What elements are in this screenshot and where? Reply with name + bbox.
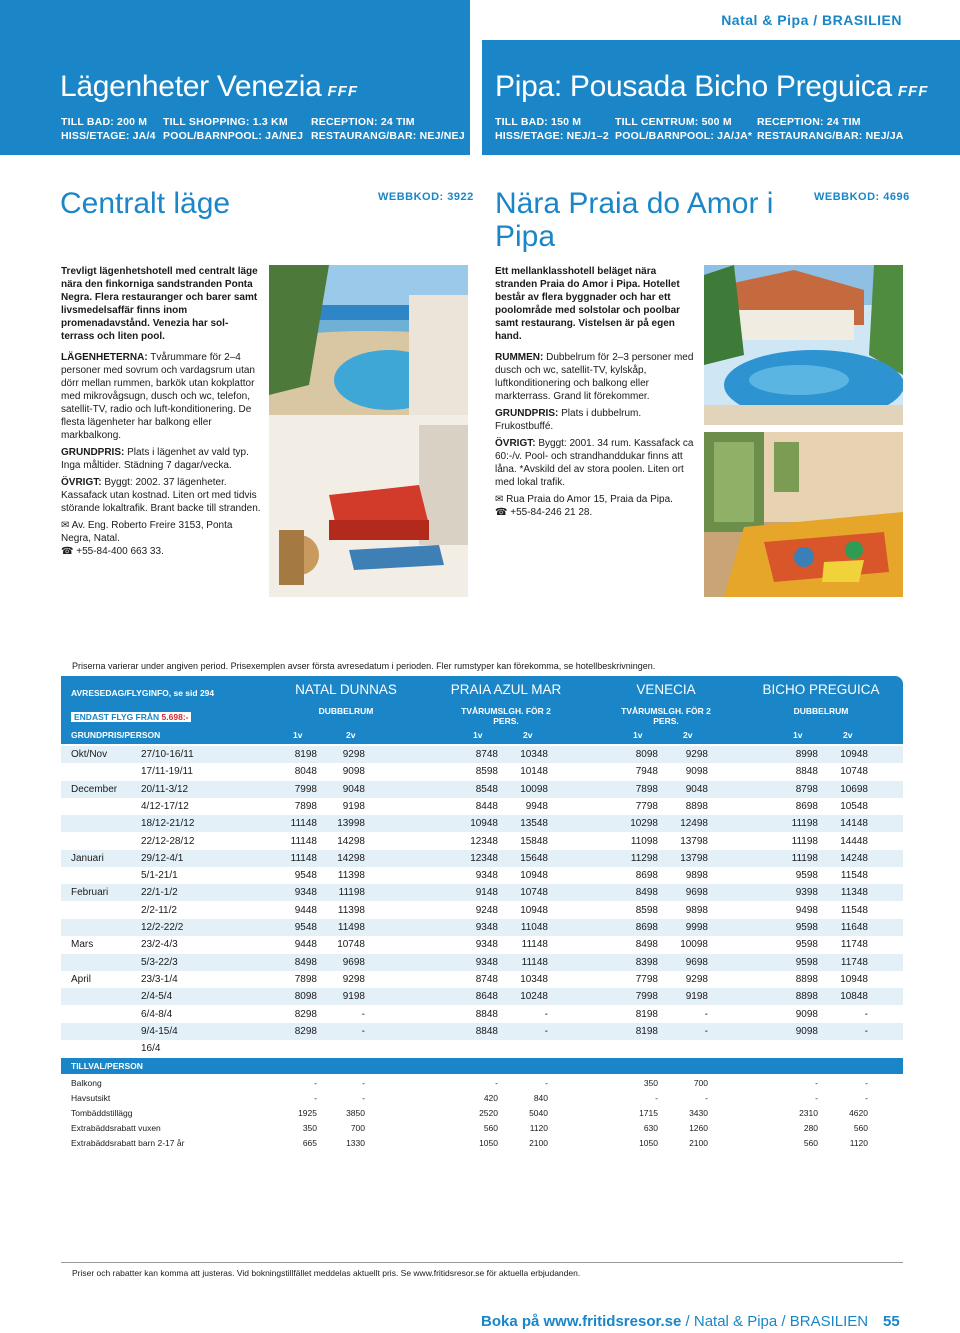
- description-bicho: [495, 265, 695, 519]
- grundpris-row: [61, 727, 903, 743]
- date-range: 5/1-21/1: [141, 870, 178, 882]
- price-cell: 7998: [294, 783, 317, 795]
- fact: POOL/BARNPOOL: JA/NEJ: [163, 130, 304, 142]
- date-range: 18/12-21/12: [141, 818, 195, 830]
- description-venezia: [61, 265, 261, 558]
- price-cell: -: [361, 1008, 365, 1020]
- rooms-text: RUMMEN: Dubbelrum för 2–3 personer med dusch och wc, satellit-TV, kylskåp, luftkonditionering och balkong eller markterrass. Grand lit förekommer.: [495, 352, 694, 402]
- price-cell: 9198: [342, 991, 365, 1003]
- date-range: 23/2-4/3: [141, 939, 178, 951]
- extra-label: Tombäddstillägg: [71, 1108, 133, 1118]
- table-row: [61, 746, 903, 763]
- webbkod-bicho: WEBBKOD: 4696: [814, 191, 910, 203]
- price-cell: 7898: [294, 800, 317, 812]
- extra-price-cell: 2100: [529, 1138, 548, 1148]
- price-cell: 9598: [795, 939, 818, 951]
- price-cell: 8398: [635, 956, 658, 968]
- price-cell: 9248: [475, 904, 498, 916]
- price-cell: 9298: [342, 749, 365, 760]
- rooms-text: LÄGENHETERNA: Tvårummare för 2–4 personer med sovrum och vardagsrum utan dörr mellan rummen, barkök utan kokplattor med mikrovågsugn, dusch och wc, telefon, satellit-TV, radio och luft-konditionering. De flesta lägenheter har balkong eller markbalkong.: [61, 352, 255, 441]
- price-cell: 7948: [635, 766, 658, 778]
- extra-label: Extrabäddsrabatt vuxen: [71, 1123, 161, 1133]
- price-cell: 8598: [475, 766, 498, 778]
- price-cell: -: [361, 1025, 365, 1037]
- room-type: TVÅRUMSLGH. FÖR 2 PERS.: [621, 706, 711, 726]
- price-cell: 9098: [342, 766, 365, 778]
- extra-price-cell: -: [865, 1078, 868, 1088]
- price-cell: 8198: [294, 749, 317, 760]
- extra-price-cell: -: [865, 1093, 868, 1103]
- occ-label: 2v: [843, 730, 853, 740]
- table-row: [61, 884, 903, 901]
- extra-price-cell: 560: [803, 1138, 818, 1148]
- date-range: 4/12-17/12: [141, 800, 189, 812]
- extra-price-cell: 1050: [639, 1138, 658, 1148]
- date-range: 12/2-22/2: [141, 922, 184, 933]
- extra-price-cell: 1120: [849, 1138, 868, 1148]
- price-cell: 11348: [840, 887, 868, 899]
- price-text: GRUNDPRIS: Plats i lägenhet av vald typ. Inga måltider. Städning 7 dagar/vecka.: [61, 447, 249, 471]
- extra-price-cell: -: [362, 1093, 365, 1103]
- price-cell: 9448: [294, 939, 317, 951]
- table-row: [61, 1006, 903, 1023]
- price-cell: 8698: [635, 870, 658, 882]
- price-cell: 8648: [475, 991, 498, 1003]
- room-type: DUBBELRUM: [793, 706, 849, 716]
- price-cell: 9048: [685, 783, 708, 795]
- phone-icon: ☎: [61, 546, 77, 557]
- price-cell: 7898: [635, 783, 658, 795]
- bicho-pool-photo: [704, 265, 903, 425]
- extra-price-cell: 1925: [298, 1108, 317, 1118]
- price-cell: 11198: [338, 887, 365, 899]
- table-row: [61, 815, 903, 832]
- month-label: Februari: [71, 887, 109, 899]
- price-cell: 11048: [520, 922, 548, 933]
- table-row: [61, 1040, 903, 1057]
- table-row: [61, 867, 903, 884]
- price-cell: 8198: [635, 1008, 658, 1020]
- hotel-col-venecia: VENECIA: [636, 682, 696, 697]
- price-cell: 10748: [840, 766, 868, 778]
- price-text: GRUNDPRIS: Plats i dubbelrum. Frukostbuffé.: [495, 408, 642, 432]
- venezia-photo: [269, 265, 468, 597]
- extra-price-cell: 280: [803, 1123, 818, 1133]
- fact: HISS/ETAGE: NEJ/1–2: [495, 130, 609, 142]
- price-cell: 10348: [520, 749, 548, 760]
- rating-badge: FFF: [897, 83, 929, 100]
- extra-price-cell: 665: [302, 1138, 317, 1148]
- price-cell: -: [704, 1008, 708, 1020]
- room-type: TVÅRUMSLGH. FÖR 2 PERS.: [461, 706, 551, 726]
- fact: TILL BAD: 150 M: [495, 116, 582, 128]
- price-cell: 10848: [840, 991, 868, 1003]
- price-cell: 8498: [635, 939, 658, 951]
- grundpris-label: GRUNDPRIS/PERSON: [71, 730, 161, 740]
- price-cell: 7798: [635, 973, 658, 985]
- bottom-note: Priser och rabatter kan komma att justeras. Vid bokningstillfället meddelas aktuellt pris. Se www.fritidsresor.se för aktuella erbjudanden.: [72, 1268, 581, 1278]
- fact: HISS/ETAGE: JA/4: [61, 130, 156, 142]
- price-cell: 14448: [840, 835, 868, 847]
- price-cell: 14298: [337, 852, 365, 864]
- price-cell: 11748: [840, 956, 868, 968]
- date-range: 22/1-1/2: [141, 887, 178, 899]
- price-cell: 8098: [635, 749, 658, 760]
- price-cell: 13548: [520, 818, 548, 830]
- price-cell: 9548: [294, 870, 317, 882]
- table-row: [61, 919, 903, 936]
- fact: TILL CENTRUM: 500 M: [615, 116, 732, 128]
- price-cell: 9398: [795, 887, 818, 899]
- date-range: 16/4: [141, 1043, 161, 1055]
- price-cell: 10948: [520, 870, 548, 882]
- price-cell: 9348: [475, 922, 498, 933]
- price-cell: 11398: [337, 904, 365, 916]
- date-range: 20/11-3/12: [141, 783, 189, 795]
- price-cell: 11148: [521, 939, 548, 951]
- price-cell: 8848: [795, 766, 818, 778]
- page-number: 55: [883, 1313, 900, 1330]
- rating-badge: FFF: [327, 83, 358, 100]
- price-cell: 10948: [840, 749, 868, 760]
- hotel-col-natal: NATAL DUNNAS: [295, 682, 397, 697]
- table-row: [61, 902, 903, 919]
- price-cell: 8498: [635, 887, 658, 899]
- price-cell: 11198: [791, 818, 818, 830]
- price-cell: 7998: [635, 991, 658, 1003]
- section-heading-venezia: Centralt läge: [60, 187, 231, 220]
- price-cell: 9198: [685, 991, 708, 1003]
- price-cell: -: [704, 1025, 708, 1037]
- table-row: [61, 781, 903, 798]
- price-cell: 11198: [791, 835, 818, 847]
- extra-price-cell: -: [495, 1078, 498, 1088]
- price-cell: 15848: [520, 835, 548, 847]
- address: ✉ Av. Eng. Roberto Freire 3153, Ponta Negra, Natal.: [61, 520, 233, 544]
- table-row: [61, 1023, 903, 1040]
- price-cell: -: [864, 1008, 868, 1020]
- address: ✉ Rua Praia do Amor 15, Praia da Pipa.: [495, 494, 673, 505]
- phone: ☎ +55-84-400 663 33.: [61, 546, 164, 557]
- webbkod-venezia: WEBBKOD: 3922: [378, 191, 474, 203]
- price-cell: 12348: [470, 835, 498, 847]
- hotel-col-praia: PRAIA AZUL MAR: [450, 682, 562, 697]
- date-range: 27/10-16/11: [141, 749, 194, 760]
- price-cell: 10098: [520, 783, 548, 795]
- table-row: [61, 833, 903, 850]
- date-range: 2/2-11/2: [141, 904, 177, 916]
- extra-price-cell: 560: [853, 1123, 868, 1133]
- breadcrumb: Natal & Pipa / BRASILIEN: [721, 12, 902, 28]
- avresedag-label: AVRESEDAG/FLYGINFO, se sid 294: [71, 688, 215, 698]
- occ-label: 2v: [346, 730, 356, 740]
- extra-price-cell: -: [655, 1093, 658, 1103]
- price-cell: 9898: [685, 870, 708, 882]
- extra-price-cell: -: [362, 1078, 365, 1088]
- hotel-title-venezia: Lägenheter Venezia FFF: [60, 70, 358, 103]
- booking-link[interactable]: Boka på www.fritidsresor.se: [481, 1313, 682, 1330]
- price-cell: 8848: [475, 1008, 498, 1020]
- extra-price-cell: 700: [693, 1078, 708, 1088]
- price-cell: 10298: [630, 818, 658, 830]
- price-cell: 7898: [294, 973, 317, 985]
- price-cell: 10348: [520, 973, 548, 985]
- room-type: DUBBELRUM: [318, 706, 374, 716]
- price-cell: 9048: [342, 783, 365, 795]
- extra-label: Balkong: [71, 1078, 102, 1088]
- extra-price-cell: 1120: [529, 1123, 548, 1133]
- extra-price-cell: 630: [643, 1123, 658, 1133]
- occ-label: 1v: [293, 730, 303, 740]
- price-cell: 10548: [840, 800, 868, 812]
- extra-price-cell: -: [815, 1093, 818, 1103]
- price-cell: 9298: [685, 749, 708, 760]
- price-cell: 8748: [475, 973, 498, 985]
- extra-price-cell: 3430: [689, 1108, 708, 1118]
- price-cell: 9948: [525, 800, 548, 812]
- lead-text: Trevligt lägenhetshotell med centralt läge nära den finkorniga sandstranden Ponta Negra. Flera restauranger och barer samt livsmedelsaffär finns inom promenadavstånd. Venezia har sol-terrass och liten pool.: [61, 266, 258, 342]
- price-cell: 10248: [520, 991, 548, 1003]
- price-cell: 8498: [294, 956, 317, 968]
- price-cell: 8698: [795, 800, 818, 812]
- section-heading-bicho: Nära Praia do Amor i Pipa: [495, 187, 774, 253]
- price-cell: 9098: [685, 766, 708, 778]
- extra-price-cell: -: [705, 1093, 708, 1103]
- price-cell: 8298: [294, 1025, 317, 1037]
- price-cell: 14248: [840, 852, 868, 864]
- price-cell: 8698: [635, 922, 658, 933]
- occ-label: 1v: [473, 730, 483, 740]
- price-cell: 9598: [795, 870, 818, 882]
- price-cell: 13798: [680, 835, 708, 847]
- occ-label: 1v: [793, 730, 803, 740]
- price-cell: 9698: [685, 956, 708, 968]
- price-cell: 11498: [337, 922, 365, 933]
- price-cell: 11198: [791, 852, 818, 864]
- table-row: [61, 971, 903, 988]
- price-note: Priserna varierar under angiven period. Prisexemplen avser första avresedatum i perioden. Fler rumstyper kan förekomma, se hotellbeskrivningen.: [72, 661, 656, 671]
- price-cell: 9298: [342, 973, 365, 985]
- date-range: 23/3-1/4: [141, 973, 178, 985]
- price-cell: -: [544, 1008, 548, 1020]
- price-cell: 8598: [635, 904, 658, 916]
- price-cell: 9348: [475, 956, 498, 968]
- price-cell: 9148: [475, 887, 498, 899]
- price-cell: 14298: [337, 835, 365, 847]
- price-cell: -: [864, 1025, 868, 1037]
- price-cell: 9498: [795, 904, 818, 916]
- hotel-col-bicho: BICHO PREGUICA: [762, 682, 880, 697]
- price-cell: 9198: [342, 800, 365, 812]
- extras-row: [61, 1135, 903, 1152]
- fact: RESTAURANG/BAR: NEJ/NEJ: [311, 130, 465, 142]
- occ-label: 2v: [683, 730, 693, 740]
- fact: RECEPTION: 24 TIM: [757, 116, 861, 128]
- price-cell: 10098: [680, 939, 708, 951]
- extra-price-cell: 700: [350, 1123, 365, 1133]
- price-cell: 9348: [475, 939, 498, 951]
- table-row: [61, 936, 903, 953]
- price-cell: 9098: [795, 1025, 818, 1037]
- price-cell: 8048: [294, 766, 317, 778]
- extra-price-cell: -: [314, 1093, 317, 1103]
- extra-price-cell: 2100: [689, 1138, 708, 1148]
- price-cell: 8898: [795, 973, 818, 985]
- divider: [61, 1262, 903, 1263]
- table-row: [61, 850, 903, 867]
- month-label: Januari: [71, 852, 104, 864]
- price-cell: 11548: [840, 904, 868, 916]
- extra-price-cell: 4620: [849, 1108, 868, 1118]
- price-cell: 9998: [685, 922, 708, 933]
- envelope-icon: ✉: [495, 494, 507, 505]
- price-cell: 9698: [342, 956, 365, 968]
- price-cell: 11148: [290, 835, 317, 847]
- date-range: 22/12-28/12: [141, 835, 195, 847]
- occ-label: 1v: [633, 730, 643, 740]
- price-cell: 9448: [294, 904, 317, 916]
- price-cell: 10698: [840, 783, 868, 795]
- lead-text: Ett mellanklasshotell beläget nära stranden Praia do Amor i Pipa. Hotellet består av flera byggnader och har ett poolområde med solstolar och poolbar samt restaurang. Vistelsen är på egen hand.: [495, 266, 681, 342]
- price-cell: 9598: [795, 922, 818, 933]
- other-text: ÖVRIGT: Byggt: 2001. 34 rum. Kassafack ca 60:-/v. Pool- och strandhanddukar finns att låna. *Avskild del av stora poolen. Liten ort med lokal trafik.: [495, 438, 694, 488]
- extra-price-cell: 840: [533, 1093, 548, 1103]
- date-range: 17/11-19/11: [141, 766, 193, 778]
- extra-price-cell: 2520: [479, 1108, 498, 1118]
- other-text: ÖVRIGT: Byggt: 2002. 37 lägenheter. Kassafack utan kostnad. Liten ort med tidvis störande lokaltrafik. Brant backe till stranden.: [61, 477, 261, 514]
- price-cell: 11148: [521, 956, 548, 968]
- price-cell: 9598: [795, 956, 818, 968]
- extra-price-cell: 2310: [799, 1108, 818, 1118]
- extra-price-cell: 350: [302, 1123, 317, 1133]
- fact: RECEPTION: 24 TIM: [311, 116, 415, 128]
- occ-label: 2v: [523, 730, 533, 740]
- month-label: December: [71, 783, 118, 795]
- flyg-label: ENDAST FLYG FRÅN 5.698:-: [71, 712, 191, 722]
- price-cell: 8748: [475, 749, 498, 760]
- price-cell: 13998: [337, 818, 365, 830]
- price-cell: 11148: [290, 852, 317, 864]
- bicho-room-photo: [704, 432, 903, 597]
- price-cell: 11398: [337, 870, 365, 882]
- price-cell: 8098: [294, 991, 317, 1003]
- price-cell: 11548: [840, 870, 868, 882]
- fact: TILL SHOPPING: 1.3 KM: [163, 116, 288, 128]
- price-cell: 9698: [685, 887, 708, 899]
- table-row: [61, 763, 903, 780]
- phone-icon: ☎: [495, 507, 511, 518]
- month-label: Okt/Nov: [71, 749, 108, 760]
- date-range: 5/3-22/3: [141, 956, 178, 968]
- date-range: 6/4-8/4: [141, 1008, 173, 1020]
- price-cell: 10748: [520, 887, 548, 899]
- price-cell: 8898: [685, 800, 708, 812]
- price-cell: 14148: [840, 818, 868, 830]
- fact: POOL/BARNPOOL: JA/JA*: [615, 130, 753, 142]
- extra-price-cell: 1260: [689, 1123, 708, 1133]
- tillval-label: TILLVAL/PERSON: [71, 1061, 143, 1071]
- price-cell: 9348: [475, 870, 498, 882]
- extra-price-cell: 560: [483, 1123, 498, 1133]
- price-cell: 13798: [680, 852, 708, 864]
- price-cell: 11098: [630, 835, 658, 847]
- price-table: [61, 676, 903, 1236]
- date-range: 2/4-5/4: [141, 991, 173, 1003]
- extra-price-cell: 350: [643, 1078, 658, 1088]
- price-cell: 9098: [795, 1008, 818, 1020]
- extra-price-cell: -: [314, 1078, 317, 1088]
- fact: RESTAURANG/BAR: NEJ/JA: [757, 130, 904, 142]
- price-cell: 8998: [795, 749, 818, 760]
- extra-label: Havsutsikt: [71, 1093, 111, 1103]
- price-cell: 10948: [840, 973, 868, 985]
- extra-price-cell: 1715: [639, 1108, 658, 1118]
- price-cell: 12498: [680, 818, 708, 830]
- price-cell: 8198: [635, 1025, 658, 1037]
- price-cell: 11648: [840, 922, 868, 933]
- price-cell: 9298: [685, 973, 708, 985]
- extra-price-cell: 3850: [346, 1108, 365, 1118]
- extra-price-cell: -: [545, 1078, 548, 1088]
- price-cell: 11298: [630, 852, 658, 864]
- price-cell: 8548: [475, 783, 498, 795]
- price-cell: 8298: [294, 1008, 317, 1020]
- envelope-icon: ✉: [61, 520, 72, 531]
- date-range: 29/12-4/1: [141, 852, 184, 864]
- price-cell: 7798: [635, 800, 658, 812]
- table-row: [61, 798, 903, 815]
- price-cell: 8448: [475, 800, 498, 812]
- price-cell: 8848: [475, 1025, 498, 1037]
- price-cell: 8798: [795, 783, 818, 795]
- table-row: [61, 988, 903, 1005]
- extra-label: Extrabäddsrabatt barn 2-17 år: [71, 1138, 185, 1148]
- price-cell: 10748: [337, 939, 365, 951]
- price-cell: 12348: [470, 852, 498, 864]
- extra-price-cell: 1330: [346, 1138, 365, 1148]
- extra-price-cell: 1050: [479, 1138, 498, 1148]
- price-cell: 15648: [520, 852, 548, 864]
- price-cell: 10948: [520, 904, 548, 916]
- date-range: 9/4-15/4: [141, 1025, 178, 1037]
- price-cell: -: [544, 1025, 548, 1037]
- month-label: Mars: [71, 939, 94, 951]
- fact: TILL BAD: 200 M: [61, 116, 148, 128]
- price-cell: 9898: [685, 904, 708, 916]
- price-cell: 9548: [294, 922, 317, 933]
- table-row: [61, 954, 903, 971]
- extra-price-cell: -: [815, 1078, 818, 1088]
- price-cell: 10148: [520, 766, 548, 778]
- extra-price-cell: 420: [483, 1093, 498, 1103]
- price-cell: 10948: [470, 818, 498, 830]
- month-label: April: [71, 973, 92, 985]
- price-cell: 9348: [294, 887, 317, 899]
- price-cell: 11748: [840, 939, 868, 951]
- tillval-row: [61, 1058, 903, 1074]
- price-cell: 11148: [290, 818, 317, 830]
- footer-text: Boka på www.fritidsresor.se / Natal & Pipa / BRASILIEN: [481, 1313, 869, 1330]
- hotel-title-bicho: Pipa: Pousada Bicho Preguica FFF: [495, 70, 929, 103]
- phone: ☎ +55-84-246 21 28.: [495, 507, 593, 518]
- price-cell: 8898: [795, 991, 818, 1003]
- extra-price-cell: 5040: [529, 1108, 548, 1118]
